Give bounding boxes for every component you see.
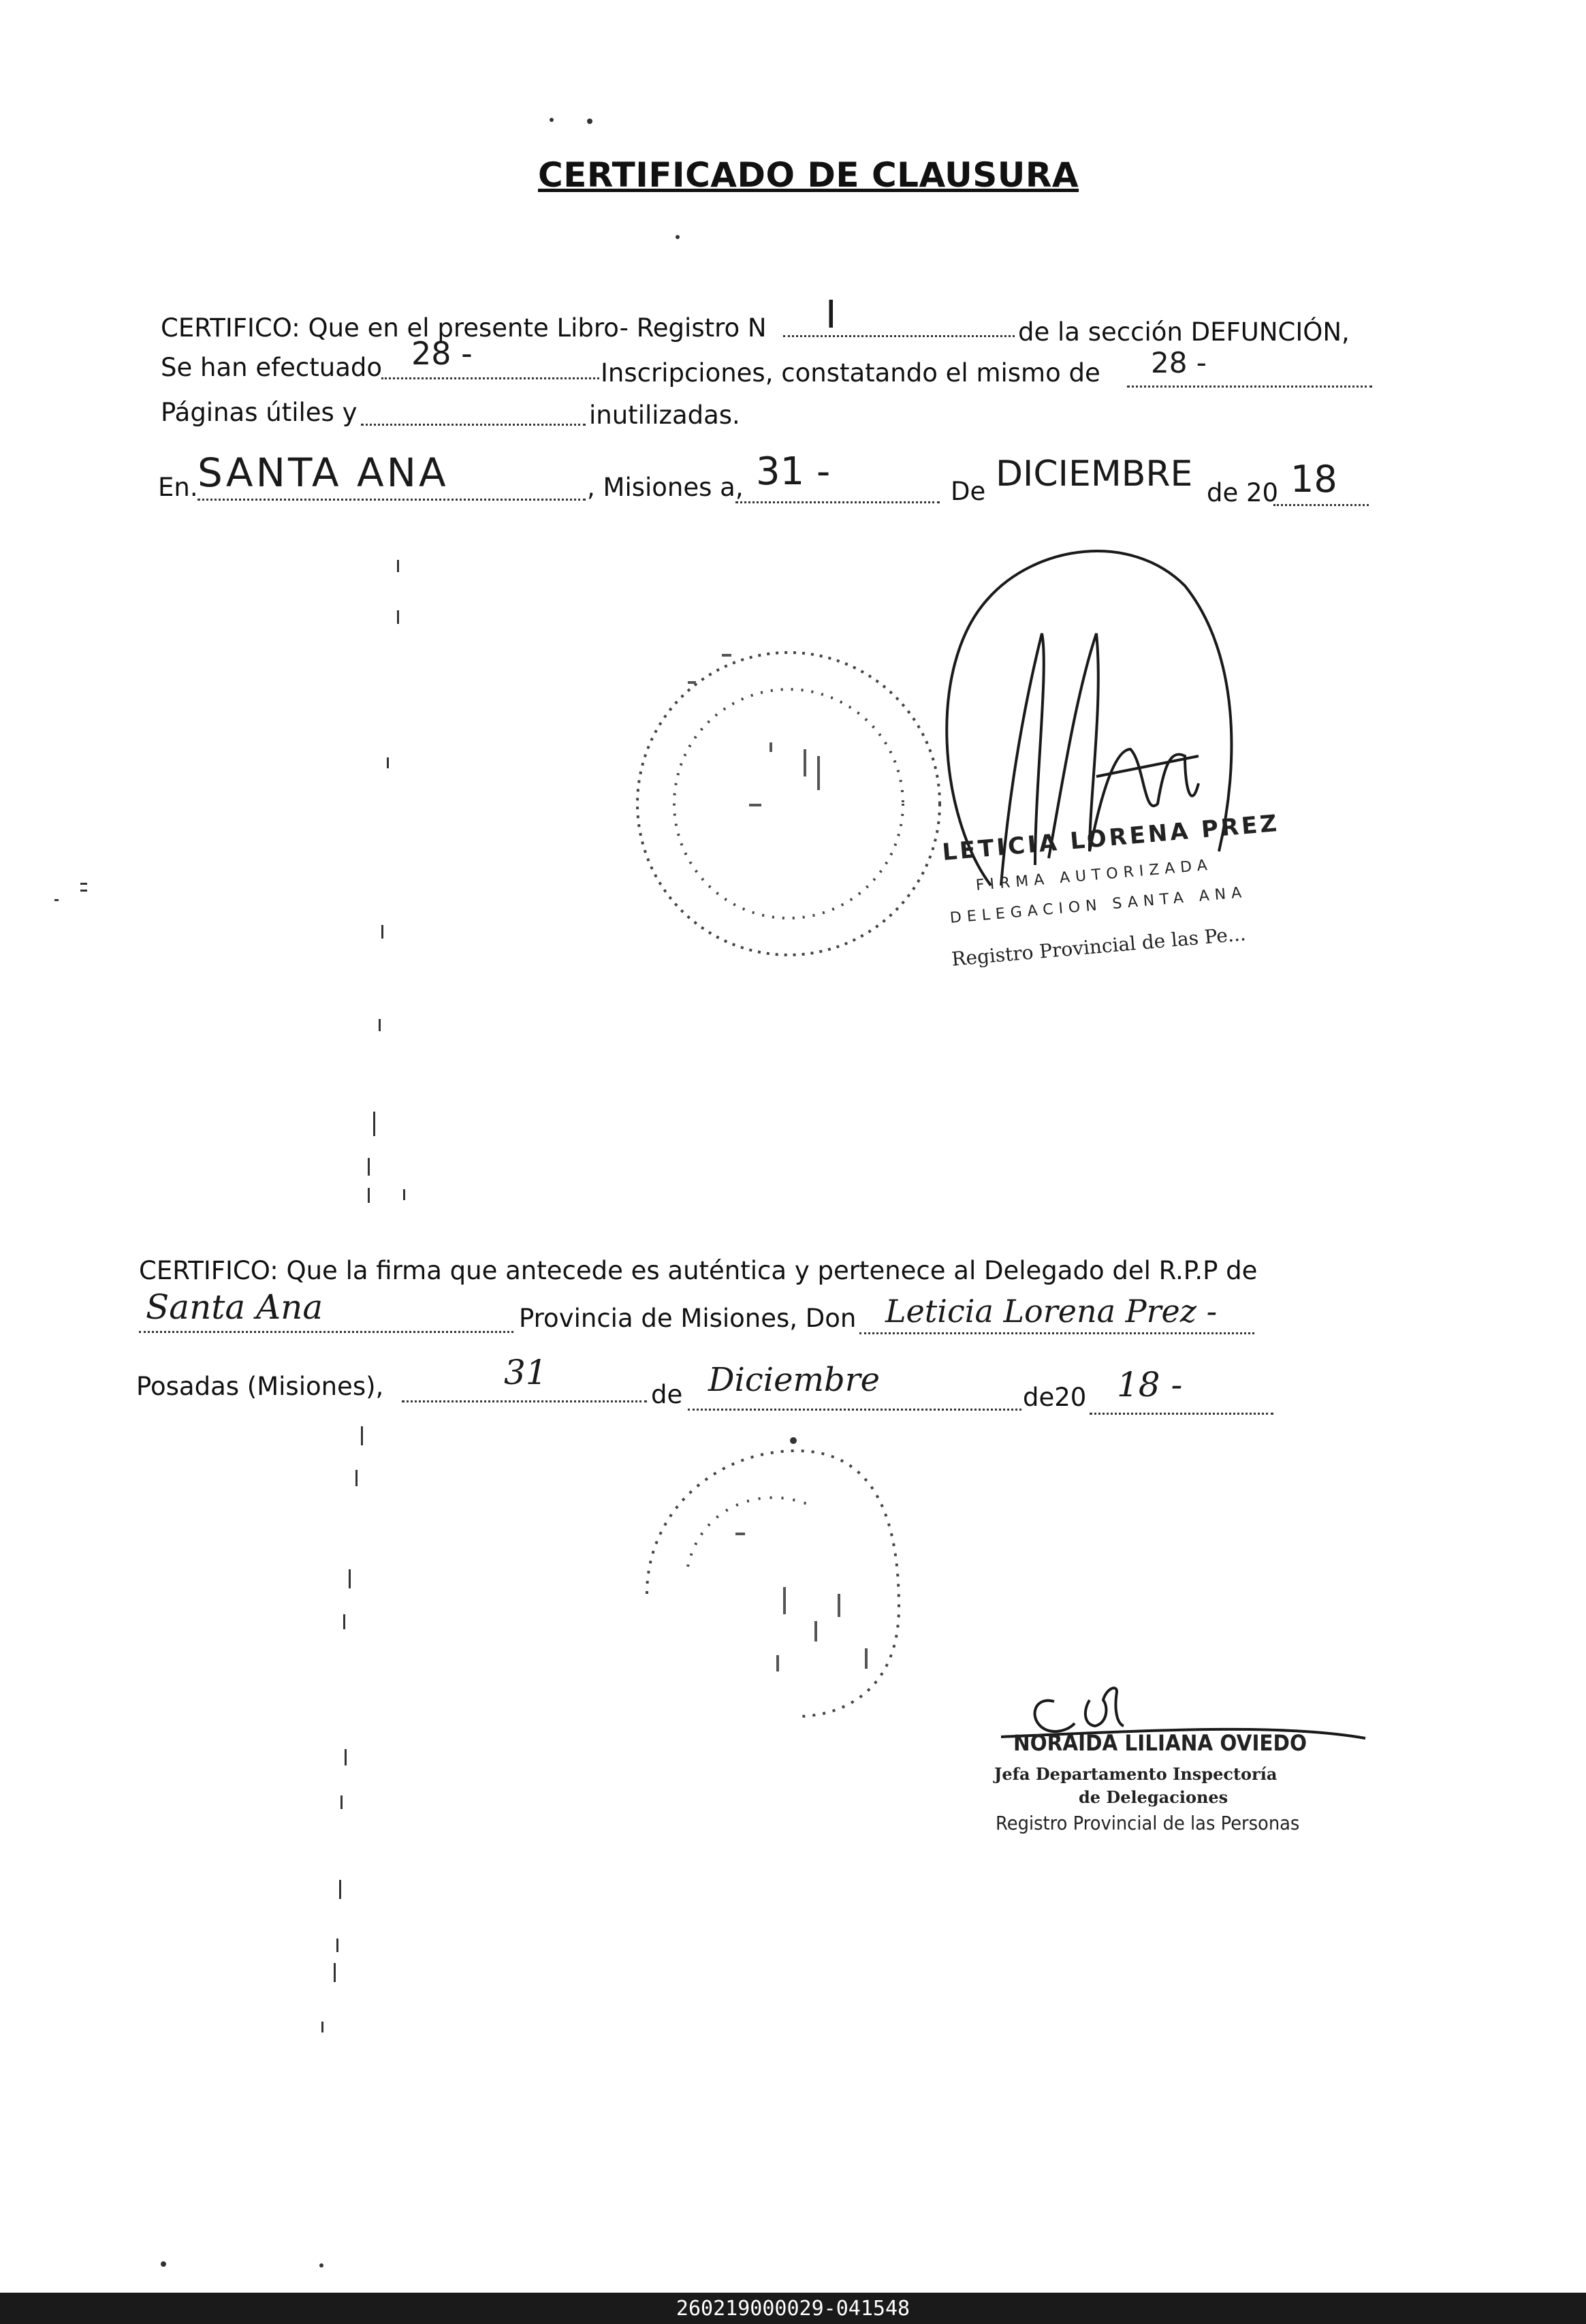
cert1-registro-number: I bbox=[825, 293, 837, 337]
cert1-line2-a: Se han efectuado bbox=[161, 353, 382, 382]
cert1-inscripciones-count: 28 - bbox=[411, 335, 473, 372]
cert1-line2-b: Inscripciones, constatando el mismo de bbox=[601, 358, 1100, 388]
document-id: 260219000029-041548 bbox=[676, 2297, 910, 2321]
cert1-year: 18 bbox=[1290, 458, 1337, 501]
cert1-line1-a: CERTIFICO: Que en el presente Libro- Registro N bbox=[161, 313, 767, 343]
cert2-line3-de2: de20 bbox=[1023, 1383, 1087, 1412]
cert1-month: DICIEMBRE bbox=[996, 454, 1193, 494]
cert2-line3-de: de bbox=[651, 1380, 683, 1409]
stamp2-name: NORAIDA LILIANA OVIEDO bbox=[1013, 1730, 1307, 1756]
stamp2-role1: Jefa Departamento Inspectoría bbox=[994, 1764, 1278, 1784]
stamp1-role: FIRMA AUTORIZADA bbox=[975, 856, 1214, 894]
seal-2 bbox=[647, 1451, 899, 1716]
cert2-day: 31 bbox=[504, 1353, 548, 1392]
cert1-line3-b: inutilizadas. bbox=[589, 401, 740, 430]
cert2-year: 18 - bbox=[1117, 1365, 1183, 1404]
cert2-line2-b: Provincia de Misiones, Don bbox=[519, 1304, 857, 1333]
stamp1-office: DELEGACION SANTA ANA bbox=[949, 883, 1248, 927]
cert1-place: SANTA ANA bbox=[197, 450, 449, 496]
cert1-day: 31 - bbox=[756, 450, 831, 494]
cert1-line4-en: En. bbox=[158, 473, 198, 502]
cert1-line4-de: De bbox=[951, 477, 986, 506]
cert2-line1: CERTIFICO: Que la firma que antecede es auténtica y pertenece al Delegado del R.P.P de bbox=[139, 1256, 1258, 1285]
stamp1-org: Registro Provincial de las Pe... bbox=[951, 922, 1247, 971]
cert1-line4-de2: de 20 bbox=[1207, 478, 1279, 507]
stamp2-org: Registro Provincial de las Personas bbox=[996, 1812, 1300, 1834]
cert2-line3-a: Posadas (Misiones), bbox=[136, 1372, 384, 1401]
stamp1-name: LETICIA LORENA PREZ bbox=[941, 809, 1281, 866]
cert1-paginas-count: 28 - bbox=[1151, 346, 1207, 379]
cert2-place: Santa Ana bbox=[146, 1287, 323, 1327]
cert1-line4-b: , Misiones a, bbox=[587, 473, 744, 502]
document-title: CERTIFICADO DE CLAUSURA bbox=[538, 155, 1079, 195]
cert1-line3-a: Páginas útiles y bbox=[161, 398, 358, 427]
cert1-line1-b: de la sección DEFUNCIÓN, bbox=[1018, 317, 1350, 347]
seal-2-marks bbox=[735, 1533, 868, 1671]
cert2-month: Diciembre bbox=[708, 1361, 881, 1399]
cert2-name: Leticia Lorena Prez - bbox=[885, 1293, 1218, 1330]
stamp2-role2: de Delegaciones bbox=[1079, 1787, 1228, 1807]
